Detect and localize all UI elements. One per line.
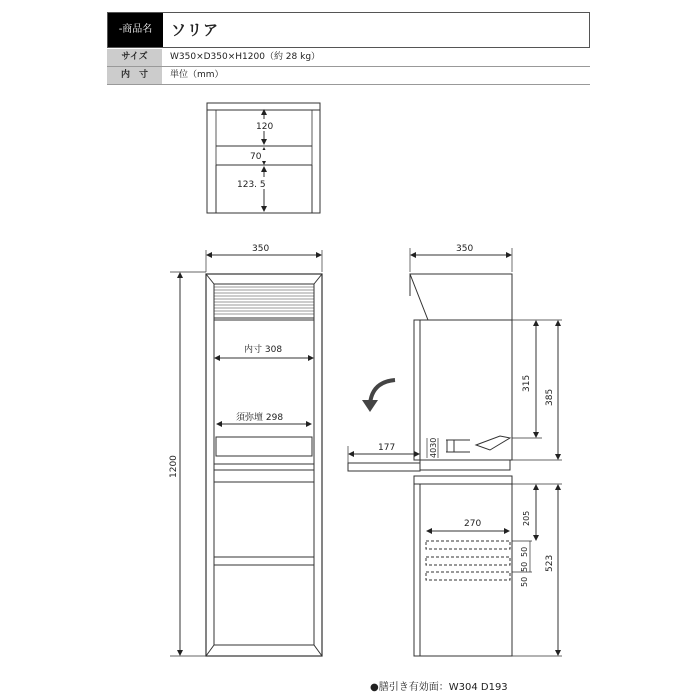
altar-width-label: 須弥壇 298	[236, 413, 284, 423]
lower-gap: 205	[522, 510, 531, 526]
upper-inner-height: 315	[522, 374, 532, 392]
upper-outer-height: 385	[545, 388, 555, 406]
dimension-unit: 単位（mm）	[170, 70, 224, 80]
lower-total-height: 523	[545, 554, 555, 572]
drawer-height-1: 50	[520, 546, 529, 557]
drawer-height-2: 50	[520, 561, 529, 572]
product-name-value: ソリア	[171, 21, 220, 39]
drawer-width: 270	[464, 519, 482, 529]
size-label: サイズ	[107, 49, 162, 66]
pullout-length: 177	[378, 443, 396, 453]
top-dim-3: 123. 5	[237, 180, 266, 190]
small-dims: 4030	[429, 437, 438, 458]
product-name-label: -商品名	[108, 13, 163, 47]
top-dim-1: 120	[256, 122, 274, 132]
rotation-arrow-head-icon	[362, 400, 378, 412]
front-width: 350	[252, 244, 270, 254]
top-dim-2: 70	[250, 152, 262, 162]
side-depth: 350	[456, 244, 474, 254]
drawer-height-3: 50	[520, 576, 529, 587]
dimension-label: 内 寸	[107, 67, 162, 84]
front-height: 1200	[169, 455, 179, 478]
size-value: W350×D350×H1200（約 28 kg）	[170, 52, 321, 62]
front-outline	[206, 274, 322, 656]
inner-width-label: 内寸 308	[244, 345, 283, 355]
front-view	[170, 250, 322, 656]
footnote: ●膳引き有効面：W304 D193	[370, 682, 508, 693]
